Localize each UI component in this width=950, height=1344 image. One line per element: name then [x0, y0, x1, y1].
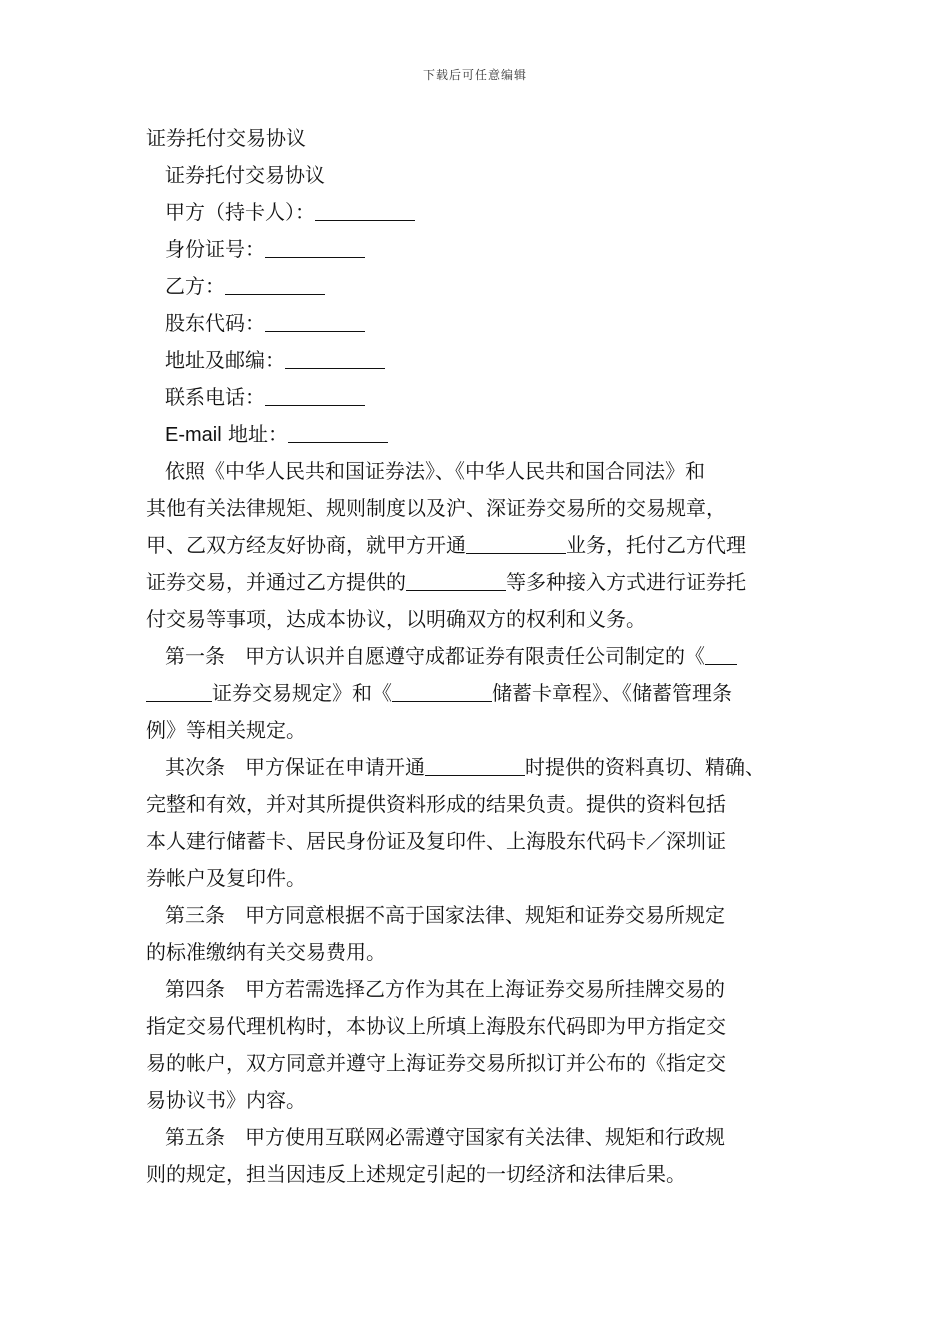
field-label: 身份证号： [165, 237, 265, 261]
field-label-prefix: E-mail [165, 424, 222, 446]
field-party-a [146, 194, 810, 231]
text-segment: 甲、乙双方经友好协商，就甲方开通 [146, 533, 466, 557]
fill-blank[interactable] [265, 385, 365, 406]
field-email [146, 416, 810, 453]
paragraph-line: 易的帐户，双方同意并遵守上海证券交易所拟订并公布的《指定交 [146, 1051, 726, 1075]
article-2 [146, 749, 810, 897]
paragraph-line: 指定交易代理机构时，本协议上所填上海股东代码即为甲方指定交 [146, 1014, 726, 1038]
text-segment: 业务，托付乙方代理 [566, 533, 746, 557]
paragraph-line: 第四条 甲方若需选择乙方作为其在上海证券交易所挂牌交易的 [165, 977, 725, 1001]
fill-blank[interactable] [392, 681, 492, 702]
document-title: 证券托付交易协议 [146, 126, 306, 150]
paragraph-line: 则的规定，担当因违反上述规定引起的一切经济和法律后果。 [146, 1162, 686, 1186]
fill-blank[interactable] [265, 311, 365, 332]
paragraph-line: 其他有关法律规矩、规则制度以及沪、深证券交易所的交易规章， [146, 496, 726, 520]
article-3 [146, 897, 810, 971]
text-segment: 证券交易规定》和《 [212, 681, 392, 705]
fill-blank[interactable] [288, 422, 388, 443]
paragraph-line: 例》等相关规定。 [146, 718, 306, 742]
document-body [146, 120, 810, 1193]
article-5 [146, 1119, 810, 1193]
document-subtitle: 证券托付交易协议 [165, 163, 325, 187]
fill-blank[interactable] [466, 533, 566, 554]
article-1 [146, 638, 810, 749]
field-label: 联系电话： [165, 385, 265, 409]
field-party-b [146, 268, 810, 305]
paragraph-line: 依照《中华人民共和国证券法》、《中华人民共和国合同法》和 [165, 459, 705, 483]
field-address-postcode [146, 342, 810, 379]
paragraph-line [146, 675, 810, 712]
paragraph-line: 付交易等事项，达成本协议，以明确双方的权利和义务。 [146, 607, 646, 631]
text-segment: 储蓄卡章程》、《储蓄管理条 [492, 681, 732, 705]
field-label: 地址： [221, 422, 289, 446]
field-label: 乙方： [165, 274, 225, 298]
paragraph-line: 的标准缴纳有关交易费用。 [146, 940, 386, 964]
paragraph-line [146, 749, 810, 786]
paragraph-line: 券帐户及复印件。 [146, 866, 306, 890]
fill-blank[interactable] [146, 681, 212, 702]
fill-blank[interactable] [285, 348, 385, 369]
text-segment: 等多种接入方式进行证券托 [506, 570, 746, 594]
field-label: 甲方（持卡人）： [165, 200, 315, 224]
field-label: 股东代码： [165, 311, 265, 335]
paragraph-line: 完整和有效，并对其所提供资料形成的结果负责。提供的资料包括 [146, 792, 726, 816]
fill-blank[interactable] [406, 570, 506, 591]
paragraph-line [146, 564, 810, 601]
fill-blank[interactable] [225, 274, 325, 295]
paragraph-line: 第五条 甲方使用互联网必需遵守国家有关法律、规矩和行政规 [165, 1125, 725, 1149]
paragraph-line [146, 638, 810, 675]
article-4 [146, 971, 810, 1119]
paragraph-line: 第三条 甲方同意根据不高于国家法律、规矩和证券交易所规定 [165, 903, 725, 927]
paragraph-line: 本人建行储蓄卡、居民身份证及复印件、上海股东代码卡／深圳证 [146, 829, 726, 853]
paragraph-line: 易协议书》内容。 [146, 1088, 306, 1112]
fill-blank[interactable] [425, 755, 525, 776]
text-segment: 证券交易，并通过乙方提供的 [146, 570, 406, 594]
field-label: 地址及邮编： [165, 348, 285, 372]
page-header-note: 下载后可任意编辑 [422, 68, 527, 82]
text-segment: 其次条 甲方保证在申请开通 [165, 755, 425, 779]
field-phone [146, 379, 810, 416]
field-id-number [146, 231, 810, 268]
field-shareholder-code [146, 305, 810, 342]
paragraph-line [146, 527, 810, 564]
fill-blank[interactable] [315, 200, 415, 221]
text-segment: 时提供的资料真切、精确、 [525, 755, 765, 779]
text-segment: 第一条 甲方认识并自愿遵守成都证券有限责任公司制定的《 [165, 644, 705, 668]
paragraph-intro [146, 453, 810, 638]
fill-blank[interactable] [265, 237, 365, 258]
fill-blank[interactable] [705, 644, 737, 665]
